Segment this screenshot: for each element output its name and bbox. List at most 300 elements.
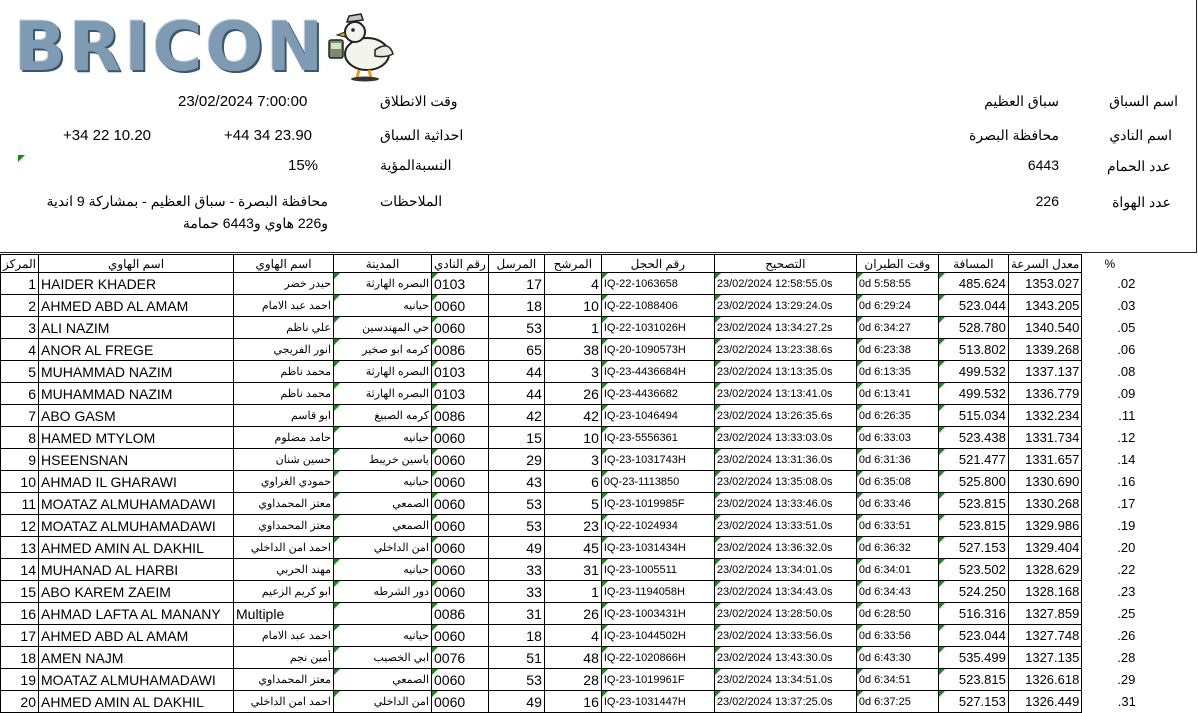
cell-flight-time: 0d 6:35:08 [856,471,938,493]
cell-nominated: 1 [544,581,601,603]
cell-fancier-ar: Multiple [234,603,334,625]
cell-fancier-en: MUHANAD AL HARBI [39,559,234,581]
cell-distance: 523.815 [938,515,1008,537]
cell-ring: IQ-23-1003431H [601,603,714,625]
cell-city: امن الداخلي [334,537,432,559]
header-sent: المرسل [488,255,544,273]
cell-club-no: 0060 [432,471,489,493]
cell-pct: .17 [1117,496,1136,511]
cell-distance: 523.438 [938,427,1008,449]
cell-ring: IQ-22-1063658 [601,273,714,295]
cell-city: حي المهندسين [334,317,432,339]
cell-clock: 23/02/2024 13:35:08.0s [714,471,856,493]
cell-rank: 8 [1,427,39,449]
release-time-value: 23/02/2024 7:00:00 [178,93,308,110]
cell-club-no: 0060 [432,493,489,515]
cell-flight-time: 0d 6:33:03 [856,427,938,449]
cell-fancier-en: AHMED ABD AL AMAM [39,625,234,647]
cell-distance: 528.780 [938,317,1008,339]
cell-distance: 527.153 [938,691,1008,713]
cell-nominated: 4 [544,273,601,295]
table-row [1,581,1138,603]
cell-ring: IQ-20-1090573H [601,339,714,361]
cell-fancier-ar: معتز المحمداوي [234,669,334,691]
cell-speed: 1329.986 [1008,515,1081,537]
header-city: المدينة [334,255,432,273]
cell-fancier-en: AHMAD IL GHARAWI [39,471,234,493]
table-row [1,383,1138,405]
cell-flight-time: 0d 6:13:35 [856,361,938,383]
cell-distance: 513.802 [938,339,1008,361]
cell-sent: 44 [488,383,544,405]
header-club-no: رقم النادي [432,255,489,273]
cell-city: دور الشرطه [334,581,432,603]
cell-speed: 1328.168 [1008,581,1081,603]
cell-fancier-en: MUHAMMAD NAZIM [39,361,234,383]
cell-nominated: 3 [544,449,601,471]
cell-nominated: 26 [544,603,601,625]
cell-fancier-en: AHMED AMIN AL DAKHIL [39,691,234,713]
cell-fancier-en: AMEN NAJM [39,647,234,669]
cell-marker-icon [18,155,25,162]
cell-fancier-en: ANOR AL FREGE [39,339,234,361]
cell-club-no: 0060 [432,691,489,713]
cell-city: امن الداخلي [334,691,432,713]
cell-clock: 23/02/2024 13:34:43.0s [714,581,856,603]
cell-nominated: 10 [544,295,601,317]
cell-speed: 1330.268 [1008,493,1081,515]
cell-pct: .06 [1117,342,1136,357]
cell-flight-time: 0d 6:43:30 [856,647,938,669]
coordinate-longitude: +34 22 10.20 [63,127,152,144]
cell-city: ياسين خريبط [334,449,432,471]
cell-fancier-ar: محمد ناظم [234,361,334,383]
cell-fancier-ar: انور الفريجي [234,339,334,361]
race-name-label: اسم السباق [1109,93,1178,109]
pigeon-mascot-icon [319,10,399,82]
cell-flight-time: 0d 6:33:46 [856,493,938,515]
header-nominated: المرشح [544,255,601,273]
cell-club-no: 0060 [432,449,489,471]
cell-fancier-en: MOATAZ ALMUHAMADAWI [39,493,234,515]
cell-nominated: 3 [544,361,601,383]
cell-nominated: 28 [544,669,601,691]
cell-pct: .14 [1117,452,1136,467]
club-name-value: محافظة البصرة [969,127,1059,143]
cell-speed: 1337.137 [1008,361,1081,383]
cell-sent: 53 [488,317,544,339]
club-name-label: اسم النادي [1109,127,1172,143]
cell-fancier-ar: ابو كريم الزعيم [234,581,334,603]
cell-distance: 499.532 [938,361,1008,383]
cell-clock: 23/02/2024 13:28:50.0s [714,603,856,625]
cell-sent: 53 [488,669,544,691]
cell-rank: 2 [1,295,39,317]
cell-rank: 13 [1,537,39,559]
cell-pct: .02 [1117,276,1136,291]
cell-speed: 1339.268 [1008,339,1081,361]
cell-sent: 49 [488,537,544,559]
cell-ring: IQ-22-1088406 [601,295,714,317]
table-row [1,361,1138,383]
header-ring: رقم الحجل [601,255,714,273]
cell-club-no: 0103 [432,273,489,295]
cell-clock: 23/02/2024 13:37:25.0s [714,691,856,713]
cell-nominated: 1 [544,317,601,339]
table-row [1,317,1138,339]
cell-city: كرمه ابو صخير [334,339,432,361]
cell-flight-time: 0d 6:13:41 [856,383,938,405]
cell-club-no: 0060 [432,295,489,317]
logo-text: BRICON [14,8,327,87]
cell-club-no: 0060 [432,559,489,581]
cell-fancier-ar: معتز المحمداوي [234,515,334,537]
cell-sent: 49 [488,691,544,713]
table-row [1,537,1138,559]
cell-flight-time: 0d 6:29:24 [856,295,938,317]
table-row [1,515,1138,537]
cell-clock: 23/02/2024 13:36:32.0s [714,537,856,559]
cell-clock: 23/02/2024 13:34:27.2s [714,317,856,339]
cell-city: حيانيه [334,295,432,317]
header-rank: المركز [1,255,39,273]
cell-fancier-ar: احمد عبد الامام [234,295,334,317]
cell-fancier-en: ABO KAREM ZAEIM [39,581,234,603]
race-name-value: سباق العظيم [984,93,1059,109]
cell-distance: 523.815 [938,493,1008,515]
cell-speed: 1326.618 [1008,669,1081,691]
cell-speed: 1353.027 [1008,273,1081,295]
cell-pct: .28 [1117,650,1136,665]
cell-sent: 44 [488,361,544,383]
cell-club-no: 0060 [432,669,489,691]
cell-nominated: 31 [544,559,601,581]
cell-club-no: 0086 [432,405,489,427]
cell-fancier-ar: حسين شنان [234,449,334,471]
table-row [1,647,1138,669]
cell-sent: 31 [488,603,544,625]
cell-city: حيانيه [334,427,432,449]
percentage-value: 15% [288,157,319,174]
percentage-label: النسبةالمؤية [380,157,452,173]
cell-rank: 3 [1,317,39,339]
notes-label: الملاحظات [380,193,443,209]
cell-city: البصره الهارثة [334,273,432,295]
cell-rank: 18 [1,647,39,669]
cell-pct: .08 [1117,364,1136,379]
cell-fancier-en: ALI NAZIM [39,317,234,339]
cell-nominated: 42 [544,405,601,427]
cell-sent: 29 [488,449,544,471]
cell-fancier-en: MOATAZ ALMUHAMADAWI [39,669,234,691]
cell-city: الصمعي [334,669,432,691]
cell-clock: 23/02/2024 13:29:24.0s [714,295,856,317]
cell-nominated: 5 [544,493,601,515]
cell-flight-time: 0d 6:26:35 [856,405,938,427]
notes-line-2: و226 هاوي و6443 حمامة [182,215,328,231]
cell-speed: 1340.540 [1008,317,1081,339]
cell-fancier-ar: حيدر خضر [234,273,334,295]
cell-club-no: 0103 [432,383,489,405]
table-row [1,427,1138,449]
table-row [1,295,1138,317]
header-pct: % [1104,256,1116,271]
cell-sent: 65 [488,339,544,361]
cell-nominated: 23 [544,515,601,537]
cell-sent: 33 [488,581,544,603]
cell-club-no: 0060 [432,625,489,647]
header-fancier-ar: اسم الهاوي [234,255,334,273]
cell-club-no: 0076 [432,647,489,669]
cell-ring: IQ-23-4436684H [601,361,714,383]
cell-city: حيانيه [334,625,432,647]
cell-ring: IQ-23-4436682 [601,383,714,405]
cell-sent: 42 [488,405,544,427]
table-row [1,449,1138,471]
cell-flight-time: 0d 6:34:43 [856,581,938,603]
cell-rank: 10 [1,471,39,493]
cell-speed: 1329.404 [1008,537,1081,559]
cell-ring: IQ-22-1031026H [601,317,714,339]
cell-sent: 53 [488,493,544,515]
cell-fancier-ar: حمودي الغراوي [234,471,334,493]
cell-fancier-en: AHMED AMIN AL DAKHIL [39,537,234,559]
race-coordinates-label: احداثية السباق [380,127,464,143]
cell-clock: 23/02/2024 13:34:01.0s [714,559,856,581]
cell-city: البصره الهارثة [334,361,432,383]
cell-speed: 1328.629 [1008,559,1081,581]
cell-flight-time: 0d 6:28:50 [856,603,938,625]
cell-ring: IQ-23-1031447H [601,691,714,713]
cell-fancier-en: MOATAZ ALMUHAMADAWI [39,515,234,537]
cell-speed: 1332.234 [1008,405,1081,427]
cell-sent: 53 [488,515,544,537]
cell-pct: .12 [1117,430,1136,445]
cell-clock: 23/02/2024 13:34:51.0s [714,669,856,691]
table-row [1,625,1138,647]
cell-distance: 515.034 [938,405,1008,427]
cell-flight-time: 0d 6:34:51 [856,669,938,691]
cell-fancier-ar: احمد امن الداخلي [234,537,334,559]
cell-distance: 521.477 [938,449,1008,471]
cell-flight-time: 0d 6:34:01 [856,559,938,581]
cell-speed: 1327.748 [1008,625,1081,647]
cell-fancier-en: HAMED MTYLOM [39,427,234,449]
cell-club-no: 0060 [432,427,489,449]
cell-clock: 23/02/2024 13:33:46.0s [714,493,856,515]
cell-speed: 1331.734 [1008,427,1081,449]
cell-pct: .22 [1117,562,1136,577]
cell-rank: 17 [1,625,39,647]
cell-city: كرمه الصبيغ [334,405,432,427]
results-table [0,254,1138,713]
cell-rank: 19 [1,669,39,691]
cell-pct: .20 [1117,540,1136,555]
header-flight-time: وقت الطيران [856,255,938,273]
cell-fancier-ar: احمد امن الداخلي [234,691,334,713]
table-header-row [1,255,1138,273]
cell-fancier-ar: مهند الحربي [234,559,334,581]
cell-fancier-ar: محمد ناظم [234,383,334,405]
cell-pct: .09 [1117,386,1136,401]
cell-sent: 51 [488,647,544,669]
cell-distance: 525.800 [938,471,1008,493]
header-speed: معدل السرعة [1008,255,1081,273]
cell-fancier-en: AHMED ABD AL AMAM [39,295,234,317]
cell-flight-time: 0d 6:36:32 [856,537,938,559]
cell-club-no: 0060 [432,515,489,537]
cell-fancier-en: HAIDER KHADER [39,273,234,295]
cell-clock: 23/02/2024 13:33:56.0s [714,625,856,647]
table-row [1,273,1138,295]
cell-flight-time: 0d 6:34:27 [856,317,938,339]
cell-fancier-ar: احمد عبد الامام [234,625,334,647]
table-row [1,471,1138,493]
cell-club-no: 0060 [432,537,489,559]
cell-pct: .19 [1117,518,1136,533]
cell-rank: 9 [1,449,39,471]
cell-ring: IQ-23-1031743H [601,449,714,471]
cell-ring: IQ-23-1046494 [601,405,714,427]
cell-city [334,603,432,625]
table-row [1,603,1138,625]
cell-pct: .23 [1117,584,1136,599]
table-row [1,493,1138,515]
cell-club-no: 0060 [432,317,489,339]
cell-city: البصره الهارثة [334,383,432,405]
cell-city: ابي الخصيب [334,647,432,669]
table-row [1,669,1138,691]
cell-rank: 20 [1,691,39,713]
cell-sent: 17 [488,273,544,295]
cell-rank: 6 [1,383,39,405]
cell-nominated: 26 [544,383,601,405]
cell-speed: 1326.449 [1008,691,1081,713]
cell-sent: 18 [488,295,544,317]
cell-nominated: 4 [544,625,601,647]
notes-line-1: محافظة البصرة - سباق العظيم - بمشاركة 9 اندية [46,193,328,209]
cell-distance: 523.815 [938,669,1008,691]
cell-pct: .31 [1117,694,1136,709]
cell-rank: 1 [1,273,39,295]
cell-sent: 43 [488,471,544,493]
cell-distance: 523.044 [938,625,1008,647]
cell-ring: IQ-23-1044502H [601,625,714,647]
cell-rank: 15 [1,581,39,603]
cell-ring: IQ-23-1019985F [601,493,714,515]
cell-fancier-en: HSEENSNAN [39,449,234,471]
cell-rank: 11 [1,493,39,515]
cell-fancier-ar: ابو قاسم [234,405,334,427]
cell-nominated: 16 [544,691,601,713]
cell-ring: IQ-22-1024934 [601,515,714,537]
cell-sent: 15 [488,427,544,449]
table-row [1,339,1138,361]
cell-fancier-ar: أمين نجم [234,647,334,669]
cell-rank: 16 [1,603,39,625]
bricon-logo [14,8,404,87]
cell-ring: IQ-23-1194058H [601,581,714,603]
cell-clock: 23/02/2024 13:26:35.6s [714,405,856,427]
cell-pct: .26 [1117,628,1136,643]
cell-distance: 524.250 [938,581,1008,603]
cell-speed: 1331.657 [1008,449,1081,471]
cell-ring: IQ-22-1020866H [601,647,714,669]
cell-flight-time: 0d 5:58:55 [856,273,938,295]
cell-fancier-en: ABO GASM [39,405,234,427]
cell-ring: IQ-23-5556361 [601,427,714,449]
cell-distance: 516.316 [938,603,1008,625]
cell-club-no: 0086 [432,603,489,625]
cell-speed: 1343.205 [1008,295,1081,317]
cell-pct: .25 [1117,606,1136,621]
cell-speed: 1327.135 [1008,647,1081,669]
cell-ring: IQ-23-1019961F [601,669,714,691]
cell-speed: 1330.690 [1008,471,1081,493]
cell-fancier-en: AHMAD LAFTA AL MANANY [39,603,234,625]
cell-club-no: 0103 [432,361,489,383]
header-distance: المسافة [938,255,1008,273]
fanciers-count-label: عدد الهواة [1112,194,1171,210]
cell-flight-time: 0d 6:37:25 [856,691,938,713]
cell-clock: 23/02/2024 13:23:38.6s [714,339,856,361]
table-row [1,559,1138,581]
cell-fancier-ar: علي ناظم [234,317,334,339]
cell-pct: .29 [1117,672,1136,687]
cell-city: الصمعي [334,493,432,515]
cell-fancier-ar: حامد مضلوم [234,427,334,449]
cell-nominated: 6 [544,471,601,493]
cell-flight-time: 0d 6:33:56 [856,625,938,647]
cell-fancier-en: MUHAMMAD NAZIM [39,383,234,405]
cell-nominated: 45 [544,537,601,559]
cell-nominated: 38 [544,339,601,361]
pigeons-count-label: عدد الحمام [1106,158,1171,174]
header-clock: التصحيح [714,255,856,273]
cell-distance: 535.499 [938,647,1008,669]
cell-clock: 23/02/2024 13:31:36.0s [714,449,856,471]
cell-flight-time: 0d 6:33:51 [856,515,938,537]
cell-pct: .05 [1117,320,1136,335]
cell-ring: 0Q-23-1113850 [601,471,714,493]
table-row [1,405,1138,427]
cell-clock: 23/02/2024 13:33:03.0s [714,427,856,449]
cell-clock: 23/02/2024 13:13:35.0s [714,361,856,383]
cell-distance: 499.532 [938,383,1008,405]
cell-speed: 1336.779 [1008,383,1081,405]
cell-fancier-ar: معتز المحمداوي [234,493,334,515]
cell-city: حيانيه [334,471,432,493]
cell-rank: 4 [1,339,39,361]
pigeons-count-value: 6443 [1027,157,1059,173]
cell-pct: .16 [1117,474,1136,489]
cell-rank: 5 [1,361,39,383]
table-row [1,691,1138,713]
cell-distance: 523.502 [938,559,1008,581]
cell-city: حيانيه [334,559,432,581]
cell-distance: 527.153 [938,537,1008,559]
cell-club-no: 0086 [432,339,489,361]
cell-rank: 7 [1,405,39,427]
cell-speed: 1327.859 [1008,603,1081,625]
cell-rank: 14 [1,559,39,581]
fanciers-count-value: 226 [1035,193,1059,209]
cell-clock: 23/02/2024 13:13:41.0s [714,383,856,405]
cell-sent: 33 [488,559,544,581]
cell-distance: 485.624 [938,273,1008,295]
cell-clock: 23/02/2024 13:33:51.0s [714,515,856,537]
cell-sent: 18 [488,625,544,647]
